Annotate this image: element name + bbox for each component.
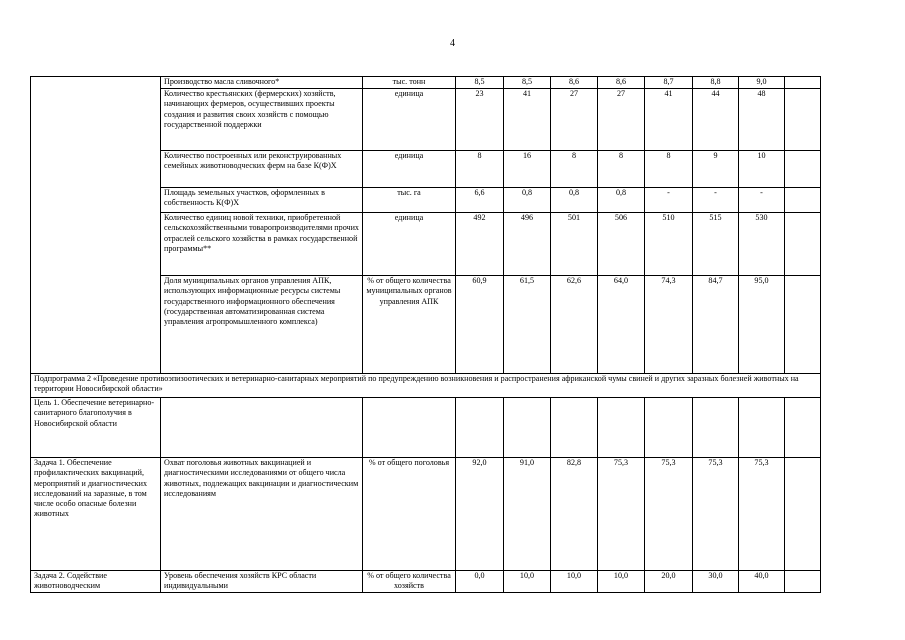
value-cell: 92,0 <box>456 458 504 571</box>
indicator-name: Уровень обеспечения хозяйств КРС области индивидуальными <box>161 571 363 593</box>
empty-cell <box>785 89 821 151</box>
unit-cell: единица <box>363 151 456 188</box>
indicator-name: Доля муниципальных органов управления АПК, использующих информационные ресурсы системы государственного информационного обеспечения (государственная автоматизированная система управления агропромышленного комплекса) <box>161 276 363 374</box>
subprogram-row <box>31 374 821 398</box>
value-cell: 20,0 <box>645 571 693 593</box>
table-row <box>31 571 821 593</box>
value-cell: 82,8 <box>551 458 598 571</box>
value-cell: 8 <box>598 151 645 188</box>
value-cell: 8,6 <box>598 77 645 89</box>
empty-cell <box>785 398 821 458</box>
value-cell: 75,3 <box>645 458 693 571</box>
value-cell: 8,7 <box>645 77 693 89</box>
empty-cell <box>504 398 551 458</box>
value-cell: 530 <box>739 213 785 276</box>
value-cell: 501 <box>551 213 598 276</box>
empty-cell <box>785 77 821 89</box>
value-cell: - <box>693 188 739 213</box>
page-number: 4 <box>450 38 455 49</box>
empty-cell <box>645 398 693 458</box>
table-row <box>31 458 821 571</box>
indicator-name: Охват поголовья животных вакцинацией и диагностическими исследованиями от общего числа животных, подлежащих вакцинации и диагностическим исследованиям <box>161 458 363 571</box>
subprogram-title: Подпрограмма 2 «Проведение противоэпизоотических и ветеринарно-санитарных мероприятий по предупреждению возникновения и распространения африканской чумы свиней и других заразных болезней животных на территории Новосибирской области» <box>31 374 821 398</box>
value-cell: 41 <box>645 89 693 151</box>
value-cell: 62,6 <box>551 276 598 374</box>
goal-title: Цель 1. Обеспечение ветеринарно-санитарного благополучия в Новосибирской области <box>31 398 161 458</box>
value-cell: 506 <box>598 213 645 276</box>
value-cell: 6,6 <box>456 188 504 213</box>
value-cell: 44 <box>693 89 739 151</box>
value-cell: 8 <box>551 151 598 188</box>
empty-cell <box>598 398 645 458</box>
empty-cell <box>785 571 821 593</box>
value-cell: 27 <box>551 89 598 151</box>
unit-cell: % от общего количества хозяйств <box>363 571 456 593</box>
empty-cell <box>785 151 821 188</box>
value-cell: 61,5 <box>504 276 551 374</box>
task-title: Задача 2. Содействие животноводческим <box>31 571 161 593</box>
value-cell: 515 <box>693 213 739 276</box>
indicator-name: Количество построенных или реконструированных семейных животноводческих ферм на базе К(Ф)Х <box>161 151 363 188</box>
table-row <box>31 77 821 89</box>
empty-cell <box>785 458 821 571</box>
value-cell: 0,8 <box>551 188 598 213</box>
value-cell: 75,3 <box>739 458 785 571</box>
empty-cell <box>693 398 739 458</box>
empty-cell <box>785 213 821 276</box>
value-cell: 48 <box>739 89 785 151</box>
value-cell: 75,3 <box>598 458 645 571</box>
indicator-name: Количество единиц новой техники, приобретенной сельскохозяйственными товаропроизводителями прочих отраслей сельского хозяйства в рамках государственной программы** <box>161 213 363 276</box>
goal-row <box>31 398 821 458</box>
value-cell: 74,3 <box>645 276 693 374</box>
empty-cell <box>161 398 363 458</box>
value-cell: 8 <box>645 151 693 188</box>
value-cell: 8 <box>456 151 504 188</box>
value-cell: 10,0 <box>551 571 598 593</box>
value-cell: 510 <box>645 213 693 276</box>
empty-cell <box>456 398 504 458</box>
value-cell: 27 <box>598 89 645 151</box>
value-cell: 10,0 <box>504 571 551 593</box>
value-cell: 75,3 <box>693 458 739 571</box>
value-cell: 0,8 <box>598 188 645 213</box>
value-cell: 95,0 <box>739 276 785 374</box>
unit-cell: единица <box>363 89 456 151</box>
indicator-name: Количество крестьянских (фермерских) хозяйств, начинающих фермеров, осуществивших проекты создания и развития своих хозяйств с помощью государственной поддержки <box>161 89 363 151</box>
value-cell: 64,0 <box>598 276 645 374</box>
value-cell: 9,0 <box>739 77 785 89</box>
value-cell: 30,0 <box>693 571 739 593</box>
indicator-name: Производство масла сливочного* <box>161 77 363 89</box>
empty-cell <box>739 398 785 458</box>
unit-cell: единица <box>363 213 456 276</box>
empty-cell <box>551 398 598 458</box>
value-cell: 8,5 <box>456 77 504 89</box>
indicators-table <box>30 76 821 593</box>
value-cell: - <box>645 188 693 213</box>
empty-cell <box>31 77 161 374</box>
value-cell: 8,6 <box>551 77 598 89</box>
value-cell: 84,7 <box>693 276 739 374</box>
value-cell: 0,0 <box>456 571 504 593</box>
unit-cell: тыс. га <box>363 188 456 213</box>
value-cell: 60,9 <box>456 276 504 374</box>
value-cell: 91,0 <box>504 458 551 571</box>
task-title: Задача 1. Обеспечение профилактических вакцинаций, мероприятий и диагностических исследований на заразные, в том числе особо опасные болезни животных <box>31 458 161 571</box>
value-cell: 16 <box>504 151 551 188</box>
empty-cell <box>785 276 821 374</box>
indicator-name: Площадь земельных участков, оформленных в собственность К(Ф)Х <box>161 188 363 213</box>
value-cell: 41 <box>504 89 551 151</box>
value-cell: 10 <box>739 151 785 188</box>
value-cell: - <box>739 188 785 213</box>
value-cell: 8,5 <box>504 77 551 89</box>
empty-cell <box>363 398 456 458</box>
value-cell: 0,8 <box>504 188 551 213</box>
value-cell: 23 <box>456 89 504 151</box>
unit-cell: тыс. тонн <box>363 77 456 89</box>
unit-cell: % от общего поголовья <box>363 458 456 571</box>
value-cell: 9 <box>693 151 739 188</box>
unit-cell: % от общего количества муниципальных органов управления АПК <box>363 276 456 374</box>
value-cell: 492 <box>456 213 504 276</box>
value-cell: 10,0 <box>598 571 645 593</box>
value-cell: 40,0 <box>739 571 785 593</box>
value-cell: 8,8 <box>693 77 739 89</box>
empty-cell <box>785 188 821 213</box>
value-cell: 496 <box>504 213 551 276</box>
